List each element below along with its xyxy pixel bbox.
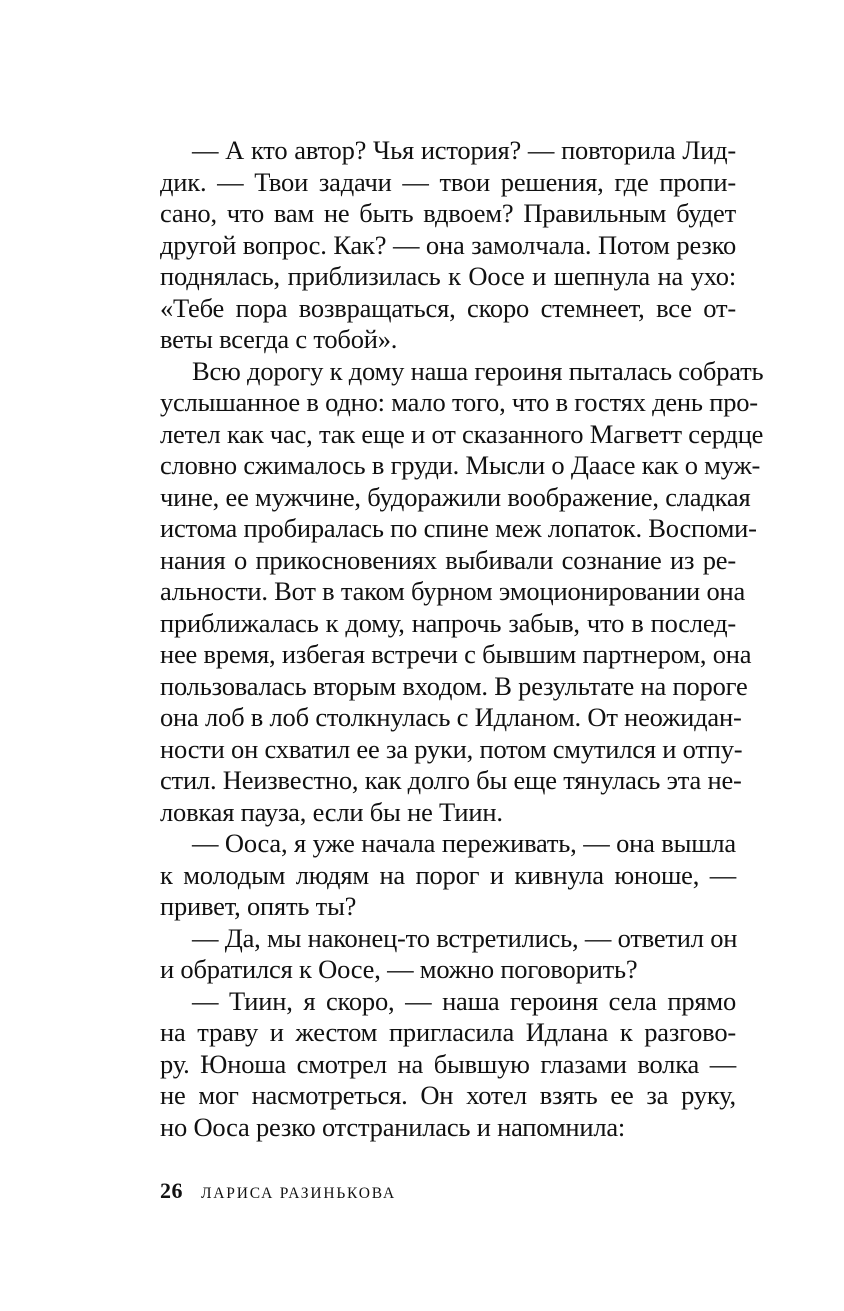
text-line: дик. — Твои задачи — твои решения, где пропи- <box>160 166 736 197</box>
text-line: услышанное в одно: мало того, что в гостях день про- <box>160 387 758 417</box>
text-line: летел как час, так еще и от сказанного Магветт сердце <box>160 418 764 449</box>
text-line: и обратился к Оосе, — можно поговорить? <box>160 954 638 984</box>
text-line: «Тебе пора возвращаться, скоро стемнеет, все от- <box>160 292 736 323</box>
text-line: поднялась, приблизилась к Оосе и шепнула на ухо: <box>160 261 736 291</box>
text-line: пользовалась вторым входом. В результате на пороге <box>160 670 748 701</box>
paragraph-5 <box>160 986 736 1144</box>
text-line: Всю дорогу к дому наша героиня пыталась собрать <box>192 355 764 386</box>
text-line: но Ооса резко отстранилась и напомнила: <box>160 1111 626 1142</box>
text-line: веты всегда с тобой». <box>160 324 398 354</box>
page-number: 26 <box>160 1178 183 1203</box>
text-line: альности. Вот в таком бурном эмоционировании она <box>160 576 746 606</box>
text-line: — Ооса, я уже начала переживать, — она вышла <box>192 828 736 858</box>
text-line: к молодым людям на порог и кивнула юноше, — <box>160 859 736 890</box>
text-line: — Да, мы наконец-то встретились, — ответил он <box>192 922 738 953</box>
text-line: ности он схватил ее за руки, потом смутился и отпу- <box>160 733 743 764</box>
text-line: приближалась к дому, напрочь забыв, что в послед- <box>160 607 736 638</box>
paragraph-4 <box>160 923 736 986</box>
text-line: ловкая пауза, если бы не Тиин. <box>160 796 503 827</box>
text-line: не мог насмотреться. Он хотел взять ее за руку, <box>160 1080 736 1110</box>
paragraph-3 <box>160 828 736 923</box>
paragraph-1 <box>160 135 736 356</box>
text-line: другой вопрос. Как? — она замолчала. Потом резко <box>160 229 736 260</box>
text-line: на траву и жестом пригласила Идлана к разгово- <box>160 1017 736 1047</box>
text-line: чине, ее мужчине, будоражили воображение, сладкая <box>160 481 751 512</box>
text-line: она лоб в лоб столкнулась с Идланом. От неожидан- <box>160 702 742 732</box>
text-line: нания о прикосновениях выбивали сознание из ре- <box>160 544 736 575</box>
text-line: стил. Неизвестно, как долго бы еще тянулась эта не- <box>160 765 742 795</box>
text-line: ру. Юноша смотрел на бывшую глазами волка — <box>160 1048 736 1079</box>
author-name: ЛАРИСА РАЗИНЬКОВА <box>201 1185 396 1202</box>
text-line: — А кто автор? Чья история? — повторила Лид- <box>192 135 736 165</box>
text-line: сано, что вам не быть вдвоем? Правильным будет <box>160 198 736 228</box>
body-text <box>160 135 764 1143</box>
text-line: — Тиин, я скоро, — наша героиня села прямо <box>192 985 736 1016</box>
text-line: истома пробиралась по спине меж лопаток. Воспоми- <box>160 513 757 543</box>
paragraph-2 <box>160 355 764 829</box>
text-line: привет, опять ты? <box>160 891 357 921</box>
text-line: словно сжималось в груди. Мысли о Даасе как о муж- <box>160 450 761 480</box>
text-line: нее время, избегая встречи с бывшим партнером, она <box>160 639 752 669</box>
page-footer <box>160 1176 396 1206</box>
